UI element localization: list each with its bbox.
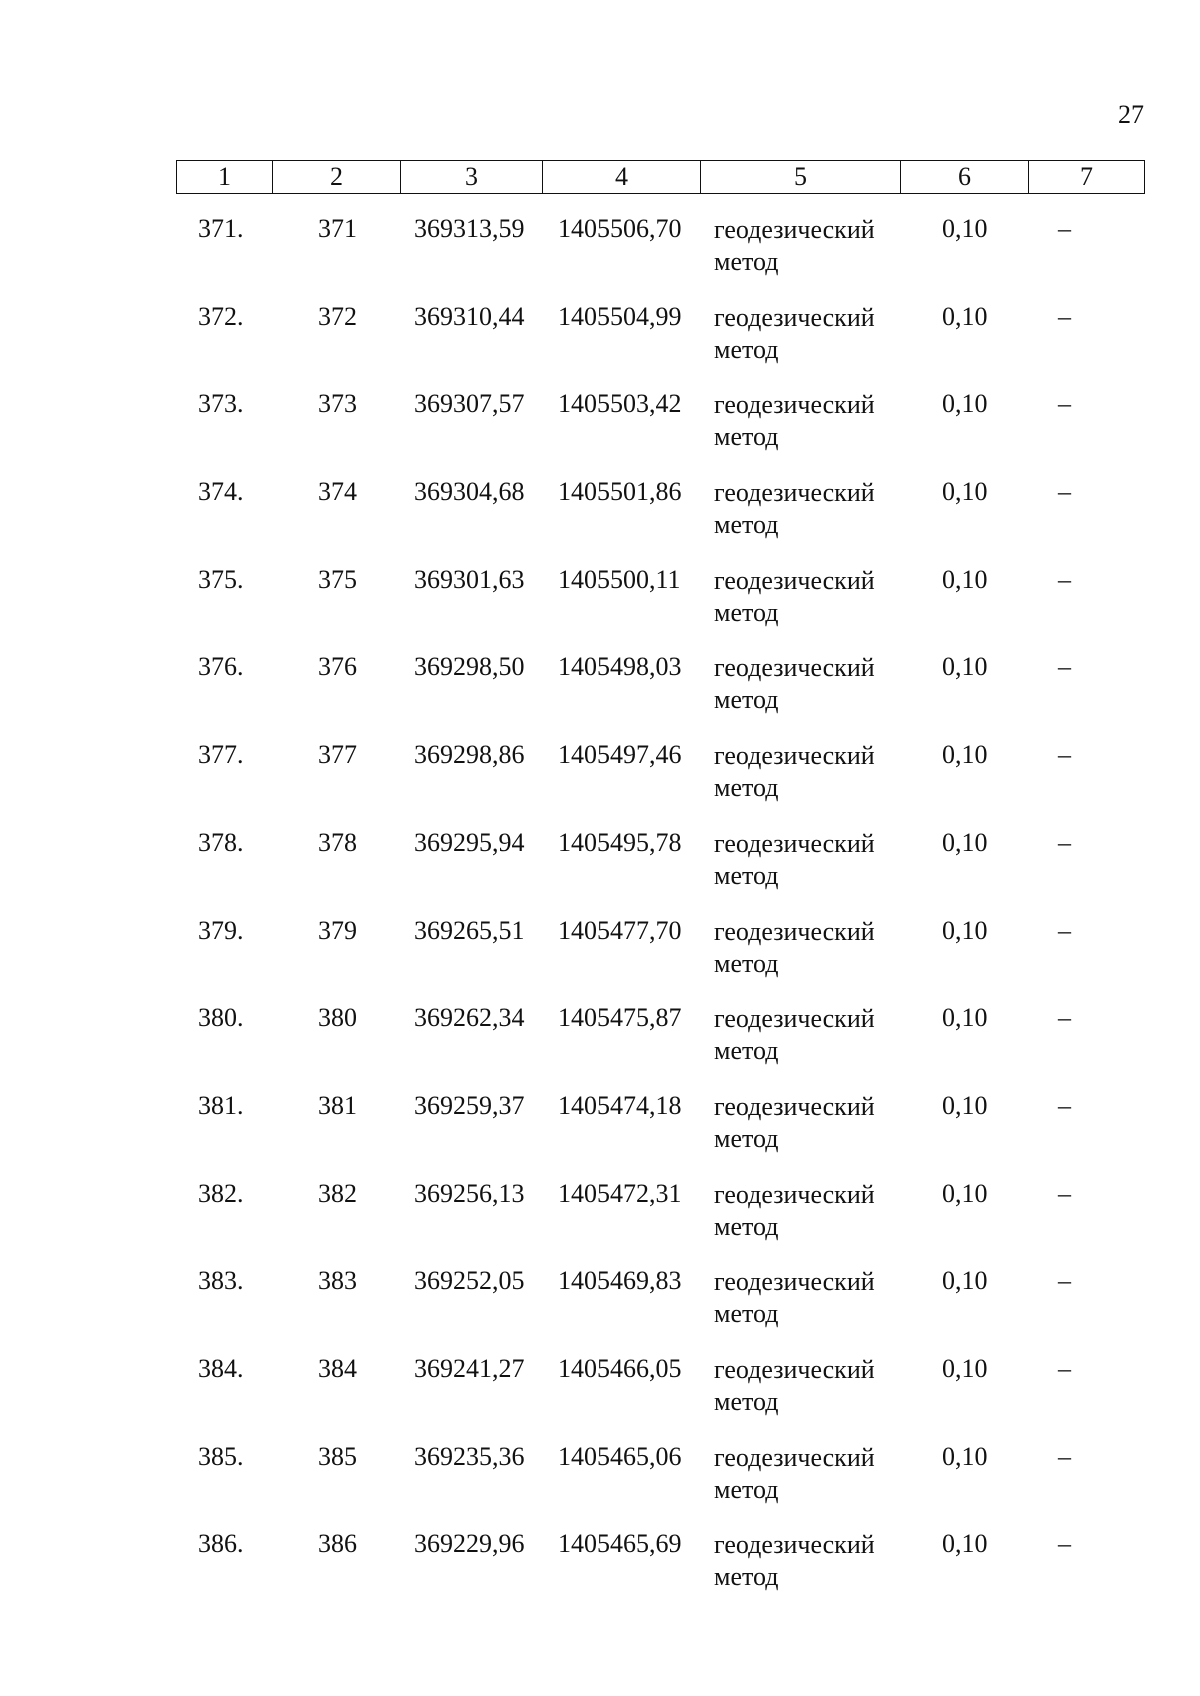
note: –	[1058, 1529, 1071, 1559]
note: –	[1058, 1178, 1071, 1208]
column-header-row	[177, 161, 1145, 194]
accuracy: 0,10	[942, 1441, 988, 1471]
accuracy: 0,10	[942, 389, 988, 419]
point-id: 377	[318, 740, 357, 770]
row-number: 374.	[198, 477, 244, 507]
note: –	[1058, 214, 1071, 243]
accuracy: 0,10	[942, 1266, 988, 1296]
coordinates-table-body	[176, 210, 1144, 1613]
row-number: 377.	[198, 740, 244, 770]
method: геодезический метод	[714, 1091, 875, 1153]
column-header-6: 6	[901, 161, 1029, 194]
method: геодезический метод	[714, 916, 875, 978]
point-id: 373	[318, 389, 357, 419]
point-id: 371	[318, 214, 357, 243]
coordinate-y: 1405474,18	[558, 1090, 682, 1120]
row-number: 376.	[198, 652, 244, 682]
table-row	[176, 736, 1144, 824]
note: –	[1058, 827, 1071, 857]
coordinate-y: 1405501,86	[558, 477, 682, 507]
column-header-7: 7	[1029, 161, 1145, 194]
coordinate-y: 1405503,42	[558, 389, 682, 419]
row-number: 385.	[198, 1441, 244, 1471]
point-id: 379	[318, 915, 357, 945]
coordinate-x: 369259,37	[414, 1090, 525, 1120]
note: –	[1058, 564, 1071, 594]
point-id: 381	[318, 1090, 357, 1120]
method: геодезический метод	[714, 1354, 875, 1416]
point-id: 374	[318, 477, 357, 507]
note: –	[1058, 1353, 1071, 1383]
note: –	[1058, 1090, 1071, 1120]
coordinate-y: 1405506,70	[558, 214, 682, 243]
method: геодезический метод	[714, 1267, 875, 1329]
note: –	[1058, 1266, 1071, 1296]
method: геодезический метод	[714, 565, 875, 627]
column-header-5: 5	[701, 161, 901, 194]
method: геодезический метод	[714, 390, 875, 452]
accuracy: 0,10	[942, 1003, 988, 1033]
method: геодезический метод	[714, 828, 875, 890]
accuracy: 0,10	[942, 740, 988, 770]
note: –	[1058, 389, 1071, 419]
page-number: 27	[1118, 100, 1144, 129]
coordinate-x: 369301,63	[414, 564, 525, 594]
row-number: 375.	[198, 564, 244, 594]
method: геодезический метод	[714, 1004, 875, 1066]
accuracy: 0,10	[942, 652, 988, 682]
method: геодезический метод	[714, 1442, 875, 1504]
point-id: 385	[318, 1441, 357, 1471]
accuracy: 0,10	[942, 1178, 988, 1208]
coordinate-y: 1405497,46	[558, 740, 682, 770]
row-number: 371.	[198, 214, 244, 243]
point-id: 384	[318, 1353, 357, 1383]
point-id: 378	[318, 827, 357, 857]
accuracy: 0,10	[942, 1529, 988, 1559]
column-header-2: 2	[273, 161, 401, 194]
row-number: 373.	[198, 389, 244, 419]
coordinate-y: 1405495,78	[558, 827, 682, 857]
row-number: 372.	[198, 301, 244, 331]
method: геодезический метод	[714, 478, 875, 540]
coordinate-y: 1405469,83	[558, 1266, 682, 1296]
table-row	[176, 1438, 1144, 1526]
coordinate-x: 369295,94	[414, 827, 525, 857]
coordinate-x: 369265,51	[414, 915, 525, 945]
note: –	[1058, 740, 1071, 770]
method: геодезический метод	[714, 1179, 875, 1241]
accuracy: 0,10	[942, 564, 988, 594]
table-row	[176, 912, 1144, 1000]
point-id: 383	[318, 1266, 357, 1296]
table-row	[176, 385, 1144, 473]
accuracy: 0,10	[942, 214, 988, 243]
note: –	[1058, 1441, 1071, 1471]
note: –	[1058, 915, 1071, 945]
coordinate-y: 1405465,69	[558, 1529, 682, 1559]
table-row	[176, 561, 1144, 649]
accuracy: 0,10	[942, 1353, 988, 1383]
coordinate-x: 369313,59	[414, 214, 525, 243]
row-number: 379.	[198, 915, 244, 945]
coordinate-x: 369304,68	[414, 477, 525, 507]
coordinate-y: 1405465,06	[558, 1441, 682, 1471]
table-row	[176, 1087, 1144, 1175]
column-header-table	[176, 160, 1145, 194]
row-number: 382.	[198, 1178, 244, 1208]
row-number: 378.	[198, 827, 244, 857]
note: –	[1058, 1003, 1071, 1033]
table-row	[176, 473, 1144, 561]
method: геодезический метод	[714, 1530, 875, 1592]
coordinate-x: 369298,86	[414, 740, 525, 770]
column-header-4: 4	[543, 161, 701, 194]
coordinate-x: 369262,34	[414, 1003, 525, 1033]
table-row	[176, 298, 1144, 386]
table-row	[176, 1350, 1144, 1438]
method: геодезический метод	[714, 653, 875, 715]
coordinate-x: 369252,05	[414, 1266, 525, 1296]
method: геодезический метод	[714, 302, 875, 364]
coordinate-y: 1405500,11	[558, 564, 681, 594]
row-number: 381.	[198, 1090, 244, 1120]
point-id: 386	[318, 1529, 357, 1559]
coordinate-y: 1405498,03	[558, 652, 682, 682]
coordinate-x: 369229,96	[414, 1529, 525, 1559]
column-header-1: 1	[177, 161, 273, 194]
coordinate-y: 1405475,87	[558, 1003, 682, 1033]
point-id: 372	[318, 301, 357, 331]
table-row	[176, 1175, 1144, 1263]
coordinate-x: 369310,44	[414, 301, 525, 331]
accuracy: 0,10	[942, 477, 988, 507]
note: –	[1058, 477, 1071, 507]
accuracy: 0,10	[942, 827, 988, 857]
coordinate-x: 369241,27	[414, 1353, 525, 1383]
coordinate-x: 369235,36	[414, 1441, 525, 1471]
table-row	[176, 210, 1144, 298]
row-number: 380.	[198, 1003, 244, 1033]
table-row	[176, 999, 1144, 1087]
point-id: 376	[318, 652, 357, 682]
table-row	[176, 1525, 1144, 1613]
row-number: 383.	[198, 1266, 244, 1296]
method: геодезический метод	[714, 741, 875, 803]
coordinate-x: 369256,13	[414, 1178, 525, 1208]
coordinate-x: 369298,50	[414, 652, 525, 682]
note: –	[1058, 652, 1071, 682]
point-id: 380	[318, 1003, 357, 1033]
coordinate-y: 1405472,31	[558, 1178, 682, 1208]
point-id: 375	[318, 564, 357, 594]
row-number: 386.	[198, 1529, 244, 1559]
coordinate-x: 369307,57	[414, 389, 525, 419]
table-row	[176, 824, 1144, 912]
method: геодезический метод	[714, 215, 875, 276]
coordinate-y: 1405477,70	[558, 915, 682, 945]
accuracy: 0,10	[942, 1090, 988, 1120]
table-row	[176, 648, 1144, 736]
point-id: 382	[318, 1178, 357, 1208]
column-header-3: 3	[401, 161, 543, 194]
coordinate-y: 1405466,05	[558, 1353, 682, 1383]
accuracy: 0,10	[942, 915, 988, 945]
coordinate-y: 1405504,99	[558, 301, 682, 331]
table-row	[176, 1262, 1144, 1350]
row-number: 384.	[198, 1353, 244, 1383]
note: –	[1058, 301, 1071, 331]
accuracy: 0,10	[942, 301, 988, 331]
